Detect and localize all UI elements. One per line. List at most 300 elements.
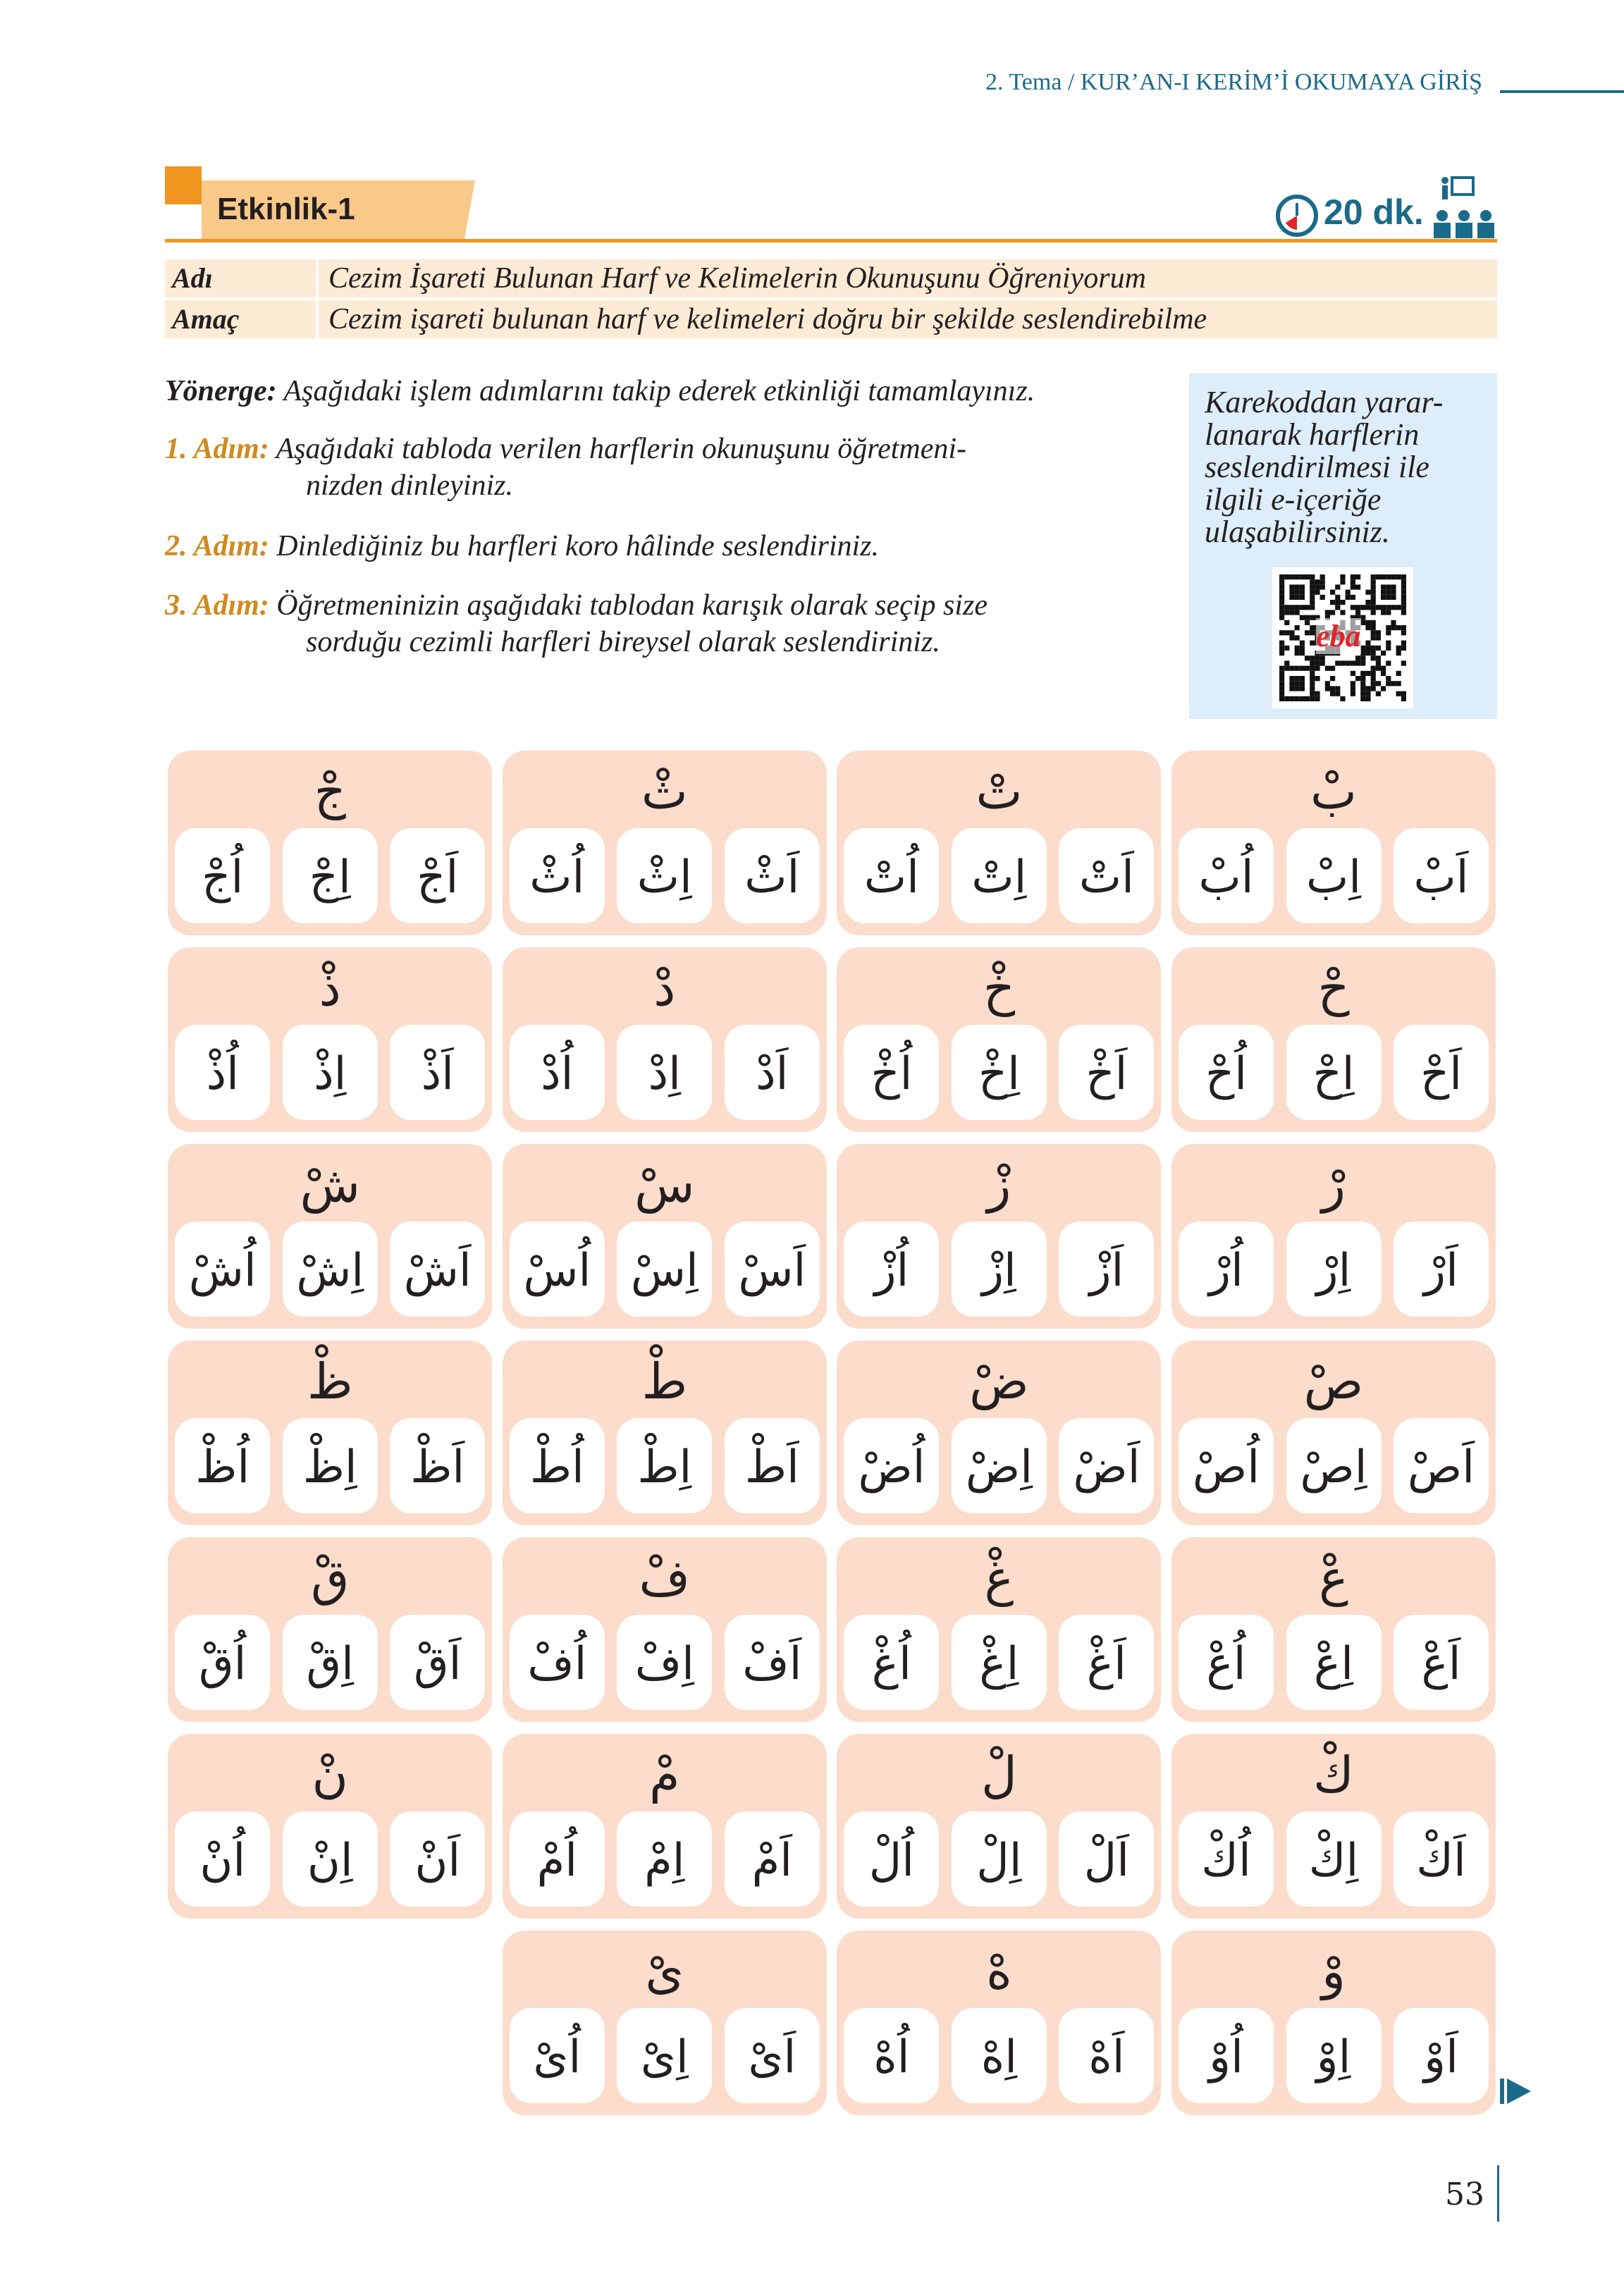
qr-module bbox=[1381, 584, 1386, 589]
card-letter: مْ bbox=[649, 1746, 680, 1804]
qr-module bbox=[1315, 691, 1320, 696]
syllable-cell: اَقْ bbox=[390, 1615, 485, 1710]
qr-module bbox=[1330, 590, 1335, 595]
letter-card bbox=[168, 947, 492, 1132]
letter-card bbox=[837, 751, 1161, 935]
qr-module bbox=[1279, 646, 1284, 651]
syllable-cell: اِكْ bbox=[1286, 1811, 1382, 1907]
qr-module bbox=[1376, 660, 1381, 665]
qr-module bbox=[1381, 671, 1386, 676]
letter-card bbox=[1171, 1144, 1496, 1329]
card-letter: فْ bbox=[639, 1549, 691, 1607]
qr-module bbox=[1391, 681, 1396, 686]
syllable-cell: اِعْ bbox=[1286, 1615, 1382, 1710]
qr-module bbox=[1396, 646, 1401, 651]
qr-module bbox=[1305, 620, 1310, 625]
qr-module bbox=[1279, 686, 1284, 691]
qr-module bbox=[1360, 691, 1365, 696]
syllable-cell: اُثْ bbox=[510, 828, 605, 923]
syllable-row bbox=[844, 1615, 1154, 1710]
syllable-cell: اِغْ bbox=[952, 1615, 1047, 1710]
syllable-cell: اُجْ bbox=[175, 828, 270, 923]
qr-module bbox=[1289, 686, 1294, 691]
qr-module bbox=[1295, 625, 1300, 630]
qr-module bbox=[1320, 584, 1325, 589]
qr-module bbox=[1351, 579, 1355, 584]
card-letter: جْ bbox=[314, 763, 346, 820]
qr-module bbox=[1340, 574, 1345, 579]
qr-module bbox=[1305, 574, 1310, 579]
qr-module bbox=[1340, 610, 1345, 615]
qr-module bbox=[1401, 584, 1406, 589]
qr-module bbox=[1289, 630, 1294, 635]
qr-module bbox=[1340, 600, 1345, 605]
qr-module bbox=[1315, 590, 1320, 595]
name-label: Adı bbox=[165, 259, 316, 297]
syllable-cell: اِطْ bbox=[617, 1418, 712, 1513]
card-letter: خْ bbox=[983, 959, 1015, 1017]
qr-module bbox=[1396, 574, 1401, 579]
syllable-row bbox=[1179, 1615, 1489, 1710]
qr-module bbox=[1381, 651, 1386, 655]
card-letter: شْ bbox=[300, 1156, 360, 1214]
qr-module bbox=[1340, 696, 1345, 701]
qr-module bbox=[1346, 595, 1351, 600]
qr-panel-text: Karekoddan yarar-lanarak harflerin seslendirilmesi ile ilgili e-içeriğe ulaşabilirsiniz. bbox=[1205, 385, 1444, 549]
syllable-cell: اُلْ bbox=[844, 1811, 939, 1907]
syllable-cell: اُضْ bbox=[844, 1418, 939, 1513]
syllable-row bbox=[175, 1418, 485, 1513]
qr-module bbox=[1396, 671, 1401, 676]
card-letter: سْ bbox=[634, 1156, 695, 1214]
letter-card bbox=[837, 1734, 1161, 1919]
syllable-row bbox=[844, 1025, 1154, 1120]
qr-module bbox=[1396, 681, 1401, 686]
qr-module bbox=[1371, 651, 1376, 655]
qr-module bbox=[1279, 696, 1284, 701]
qr-module bbox=[1325, 681, 1330, 686]
qr-module bbox=[1295, 676, 1300, 681]
syllable-row bbox=[510, 1615, 820, 1710]
qr-module bbox=[1335, 691, 1340, 696]
syllable-row bbox=[175, 1811, 485, 1907]
qr-module bbox=[1371, 630, 1376, 635]
qr-module bbox=[1376, 635, 1381, 640]
step-1 bbox=[165, 431, 966, 467]
card-letter: وْ bbox=[1322, 1943, 1346, 2000]
qr-module bbox=[1279, 651, 1284, 655]
qr-module bbox=[1386, 646, 1391, 651]
qr-module bbox=[1279, 595, 1284, 600]
qr-module bbox=[1365, 641, 1370, 646]
qr-module bbox=[1355, 676, 1360, 681]
syllable-cell: اَخْ bbox=[1059, 1025, 1154, 1120]
qr-module bbox=[1401, 605, 1406, 610]
qr-module bbox=[1371, 625, 1376, 630]
qr-module bbox=[1300, 590, 1305, 595]
qr-module bbox=[1371, 655, 1376, 660]
qr-module bbox=[1360, 696, 1365, 701]
qr-module bbox=[1335, 660, 1340, 665]
qr-module bbox=[1365, 696, 1370, 701]
qr-module bbox=[1300, 651, 1305, 655]
qr-module bbox=[1371, 676, 1376, 681]
qr-module bbox=[1305, 655, 1310, 660]
qr-module bbox=[1305, 696, 1310, 701]
qr-module bbox=[1355, 655, 1360, 660]
qr-module bbox=[1279, 666, 1284, 671]
qr-module bbox=[1386, 641, 1391, 646]
syllable-cell: اِرْ bbox=[1286, 1221, 1382, 1317]
qr-module bbox=[1365, 646, 1370, 651]
qr-module bbox=[1289, 666, 1294, 671]
qr-module bbox=[1310, 605, 1315, 610]
syllable-row bbox=[1179, 1221, 1489, 1317]
qr-module bbox=[1305, 630, 1310, 635]
letter-card bbox=[503, 1931, 827, 2115]
qr-module bbox=[1310, 625, 1315, 630]
qr-module bbox=[1279, 610, 1284, 615]
qr-module bbox=[1346, 660, 1351, 665]
qr-module bbox=[1371, 595, 1376, 600]
qr-module bbox=[1360, 651, 1365, 655]
syllable-cell: اِسْ bbox=[617, 1221, 712, 1317]
syllable-cell: اَغْ bbox=[1059, 1615, 1154, 1710]
qr-module bbox=[1330, 610, 1335, 615]
qr-module bbox=[1371, 620, 1376, 625]
qr-module bbox=[1401, 660, 1406, 665]
qr-module bbox=[1401, 696, 1406, 701]
qr-module bbox=[1365, 590, 1370, 595]
qr-module bbox=[1401, 630, 1406, 635]
qr-module bbox=[1351, 681, 1355, 686]
syllable-cell: اَجْ bbox=[390, 828, 485, 923]
next-page-arrow-icon[interactable] bbox=[1500, 2077, 1531, 2105]
syllable-row bbox=[175, 1615, 485, 1710]
syllable-cell: اَشْ bbox=[390, 1221, 485, 1317]
qr-module bbox=[1315, 655, 1320, 660]
syllable-cell: اَذْ bbox=[390, 1025, 485, 1120]
qr-module bbox=[1351, 660, 1355, 665]
qr-module bbox=[1300, 676, 1305, 681]
qr-module bbox=[1320, 574, 1325, 579]
card-letter: هْ bbox=[986, 1943, 1012, 2000]
card-letter: عْ bbox=[1319, 1549, 1348, 1607]
qr-module bbox=[1360, 646, 1365, 651]
card-letter: كْ bbox=[1313, 1746, 1354, 1804]
qr-module bbox=[1295, 605, 1300, 610]
qr-module bbox=[1300, 646, 1305, 651]
qr-module bbox=[1315, 666, 1320, 671]
qr-module bbox=[1295, 696, 1300, 701]
syllable-cell: اِحْ bbox=[1286, 1025, 1382, 1120]
qr-module bbox=[1289, 595, 1294, 600]
step-label: 1. Adım: bbox=[165, 433, 269, 465]
letter-card bbox=[1171, 1341, 1496, 1525]
letter-card bbox=[168, 1734, 492, 1919]
syllable-row bbox=[844, 1418, 1154, 1513]
qr-code[interactable] bbox=[1272, 567, 1413, 708]
syllable-cell: اُقْ bbox=[175, 1615, 270, 1710]
qr-module bbox=[1295, 574, 1300, 579]
qr-module bbox=[1371, 671, 1376, 676]
syllable-cell: اِذْ bbox=[283, 1025, 378, 1120]
letter-card bbox=[503, 751, 827, 935]
card-letter: ثْ bbox=[641, 763, 688, 820]
letter-card bbox=[1171, 751, 1496, 935]
qr-module bbox=[1391, 590, 1396, 595]
syllable-cell: اَسْ bbox=[725, 1221, 820, 1317]
qr-module bbox=[1391, 605, 1396, 610]
card-letter: بْ bbox=[1310, 763, 1357, 820]
syllable-cell: اِجْ bbox=[283, 828, 378, 923]
activity-goal-row bbox=[165, 300, 1497, 338]
letter-card bbox=[168, 751, 492, 935]
qr-module bbox=[1320, 655, 1325, 660]
qr-module bbox=[1386, 595, 1391, 600]
qr-module bbox=[1391, 625, 1396, 630]
syllable-row bbox=[1179, 2008, 1489, 2103]
card-letter: قْ bbox=[311, 1549, 350, 1607]
letter-card bbox=[837, 1144, 1161, 1329]
qr-module bbox=[1310, 660, 1315, 665]
qr-module bbox=[1360, 686, 1365, 691]
qr-module bbox=[1386, 660, 1391, 665]
qr-module bbox=[1355, 610, 1360, 615]
qr-module bbox=[1360, 660, 1365, 665]
qr-module bbox=[1330, 691, 1335, 696]
syllable-cell: اُسْ bbox=[510, 1221, 605, 1317]
syllable-row bbox=[844, 828, 1154, 923]
qr-module bbox=[1340, 660, 1345, 665]
qr-module bbox=[1310, 641, 1315, 646]
syllable-cell: اُذْ bbox=[175, 1025, 270, 1120]
qr-module bbox=[1284, 660, 1289, 665]
qr-module bbox=[1284, 605, 1289, 610]
qr-module bbox=[1284, 666, 1289, 671]
qr-module bbox=[1279, 681, 1284, 686]
qr-module bbox=[1355, 584, 1360, 589]
syllable-cell: اِلْ bbox=[952, 1811, 1047, 1907]
syllable-cell: اَعْ bbox=[1394, 1615, 1489, 1710]
qr-module bbox=[1305, 615, 1310, 620]
qr-module bbox=[1300, 574, 1305, 579]
directive-label: Yönerge: bbox=[165, 375, 277, 407]
qr-module bbox=[1386, 574, 1391, 579]
syllable-row bbox=[510, 828, 820, 923]
card-letter: نْ bbox=[312, 1746, 348, 1804]
syllable-cell: اِقْ bbox=[283, 1615, 378, 1710]
letter-card bbox=[503, 1537, 827, 1722]
qr-module bbox=[1351, 574, 1355, 579]
qr-module bbox=[1295, 610, 1300, 615]
qr-module bbox=[1310, 691, 1315, 696]
qr-module bbox=[1386, 681, 1391, 686]
qr-module bbox=[1381, 590, 1386, 595]
duration-text: 20 dk. bbox=[1324, 192, 1424, 232]
qr-module bbox=[1376, 574, 1381, 579]
qr-module bbox=[1300, 584, 1305, 589]
qr-module bbox=[1300, 681, 1305, 686]
syllable-cell: اَهْ bbox=[1059, 2008, 1154, 2103]
card-letter: تْ bbox=[976, 763, 1023, 820]
qr-module bbox=[1371, 610, 1376, 615]
syllable-cell: اَبْ bbox=[1394, 828, 1489, 923]
qr-module bbox=[1381, 610, 1386, 615]
qr-module bbox=[1330, 676, 1335, 681]
qr-module bbox=[1330, 666, 1335, 671]
qr-module bbox=[1386, 630, 1391, 635]
syllable-cell: اُتْ bbox=[844, 828, 939, 923]
letter-card bbox=[168, 1341, 492, 1525]
syllable-cell: اِصْ bbox=[1286, 1418, 1382, 1513]
qr-module bbox=[1376, 691, 1381, 696]
qr-module bbox=[1401, 595, 1406, 600]
step-text: Aşağıdaki tabloda verilen harflerin okunuşunu öğretmeni- bbox=[276, 433, 967, 465]
qr-module bbox=[1401, 625, 1406, 630]
qr-module bbox=[1351, 595, 1355, 600]
qr-module bbox=[1325, 686, 1330, 691]
card-letter: دْ bbox=[653, 959, 676, 1017]
directive-text: Aşağıdaki işlem adımlarını takip ederek etkinliği tamamlayınız. bbox=[283, 375, 1035, 407]
qr-module bbox=[1371, 635, 1376, 640]
qr-module bbox=[1401, 691, 1406, 696]
syllable-cell: اُعْ bbox=[1179, 1615, 1274, 1710]
qr-module bbox=[1365, 686, 1370, 691]
letter-card bbox=[503, 1144, 827, 1329]
step-label: 3. Adım: bbox=[165, 589, 269, 622]
qr-module bbox=[1330, 600, 1335, 605]
qr-module bbox=[1305, 605, 1310, 610]
syllable-cell: اَظْ bbox=[390, 1418, 485, 1513]
qr-module bbox=[1365, 691, 1370, 696]
letter-card bbox=[837, 1341, 1161, 1525]
qr-module bbox=[1376, 605, 1381, 610]
qr-module bbox=[1355, 574, 1360, 579]
qr-module bbox=[1279, 574, 1284, 579]
syllable-cell: اُىْ bbox=[510, 2008, 605, 2103]
card-letter: ذْ bbox=[319, 959, 341, 1017]
letter-card bbox=[503, 1341, 827, 1525]
qr-module bbox=[1360, 615, 1365, 620]
qr-module bbox=[1284, 620, 1289, 625]
syllable-row bbox=[1179, 1418, 1489, 1513]
qr-module bbox=[1360, 681, 1365, 686]
qr-module bbox=[1310, 676, 1315, 681]
syllable-cell: اِبْ bbox=[1286, 828, 1382, 923]
qr-module bbox=[1396, 625, 1401, 630]
syllable-cell: اَوْ bbox=[1394, 2008, 1489, 2103]
qr-module bbox=[1365, 620, 1370, 625]
qr-module bbox=[1315, 660, 1320, 665]
syllable-cell: اُطْ bbox=[510, 1418, 605, 1513]
qr-module bbox=[1365, 600, 1370, 605]
syllable-cell: اَىْ bbox=[725, 2008, 820, 2103]
syllable-cell: اُخْ bbox=[844, 1025, 939, 1120]
syllable-cell: اَلْ bbox=[1059, 1811, 1154, 1907]
qr-module bbox=[1386, 625, 1391, 630]
syllable-cell: اَرْ bbox=[1394, 1221, 1489, 1317]
qr-module bbox=[1335, 605, 1340, 610]
qr-module bbox=[1365, 625, 1370, 630]
qr-module bbox=[1295, 666, 1300, 671]
syllable-cell: اُكْ bbox=[1179, 1811, 1274, 1907]
goal-value: Cezim işareti bulunan harf ve kelimeleri doğru bir şekilde seslendirebilme bbox=[319, 300, 1497, 338]
qr-module bbox=[1401, 590, 1406, 595]
qr-module bbox=[1365, 671, 1370, 676]
page-number-rule bbox=[1497, 2165, 1499, 2222]
qr-module bbox=[1335, 595, 1340, 600]
qr-module bbox=[1300, 696, 1305, 701]
qr-module bbox=[1289, 681, 1294, 686]
card-letter: حْ bbox=[1317, 959, 1350, 1017]
syllable-cell: اَكْ bbox=[1394, 1811, 1489, 1907]
qr-module bbox=[1295, 646, 1300, 651]
qr-module bbox=[1279, 584, 1284, 589]
letter-card bbox=[837, 1931, 1161, 2115]
syllable-cell: اُرْ bbox=[1179, 1221, 1274, 1317]
qr-module bbox=[1355, 605, 1360, 610]
qr-module bbox=[1381, 574, 1386, 579]
syllable-cell: اُصْ bbox=[1179, 1418, 1274, 1513]
syllable-cell: اُبْ bbox=[1179, 828, 1274, 923]
qr-module bbox=[1351, 686, 1355, 691]
step-text: Dinlediğiniz bu harfleri koro hâlinde seslendiriniz. bbox=[276, 530, 880, 562]
qr-module bbox=[1279, 671, 1284, 676]
qr-module bbox=[1295, 651, 1300, 655]
qr-module bbox=[1330, 686, 1335, 691]
qr-module bbox=[1360, 605, 1365, 610]
header-rule bbox=[1500, 90, 1624, 93]
qr-module bbox=[1315, 584, 1320, 589]
card-letter: طْ bbox=[641, 1353, 688, 1410]
qr-module bbox=[1391, 595, 1396, 600]
card-letter: ضْ bbox=[969, 1353, 1029, 1410]
qr-module bbox=[1396, 691, 1401, 696]
qr-module bbox=[1386, 590, 1391, 595]
qr-module bbox=[1295, 686, 1300, 691]
syllable-cell: اُزْ bbox=[844, 1221, 939, 1317]
syllable-cell: اَضْ bbox=[1059, 1418, 1154, 1513]
card-letter: صْ bbox=[1303, 1353, 1364, 1410]
qr-module bbox=[1401, 574, 1406, 579]
step-text: Öğretmeninizin aşağıdaki tablodan karışık olarak seçip size bbox=[276, 589, 988, 622]
syllable-cell: اَطْ bbox=[725, 1418, 820, 1513]
qr-module bbox=[1279, 630, 1284, 635]
qr-module bbox=[1371, 584, 1376, 589]
card-letter: لْ bbox=[980, 1746, 1017, 1804]
syllable-cell: اِشْ bbox=[283, 1221, 378, 1317]
syllable-cell: اَصْ bbox=[1394, 1418, 1489, 1513]
qr-module bbox=[1401, 610, 1406, 615]
syllable-cell: اُغْ bbox=[844, 1615, 939, 1710]
qr-module bbox=[1289, 590, 1294, 595]
syllable-cell: اُدْ bbox=[510, 1025, 605, 1120]
qr-module bbox=[1376, 646, 1381, 651]
qr-module bbox=[1279, 600, 1284, 605]
syllable-cell: اِتْ bbox=[952, 828, 1047, 923]
qr-module bbox=[1310, 590, 1315, 595]
directive bbox=[165, 374, 1035, 409]
syllable-cell: اِخْ bbox=[952, 1025, 1047, 1120]
qr-module bbox=[1310, 655, 1315, 660]
qr-module bbox=[1315, 696, 1320, 701]
qr-module bbox=[1289, 574, 1294, 579]
qr-module bbox=[1295, 595, 1300, 600]
qr-module bbox=[1289, 635, 1294, 640]
qr-module bbox=[1386, 584, 1391, 589]
syllable-cell: اُهْ bbox=[844, 2008, 939, 2103]
